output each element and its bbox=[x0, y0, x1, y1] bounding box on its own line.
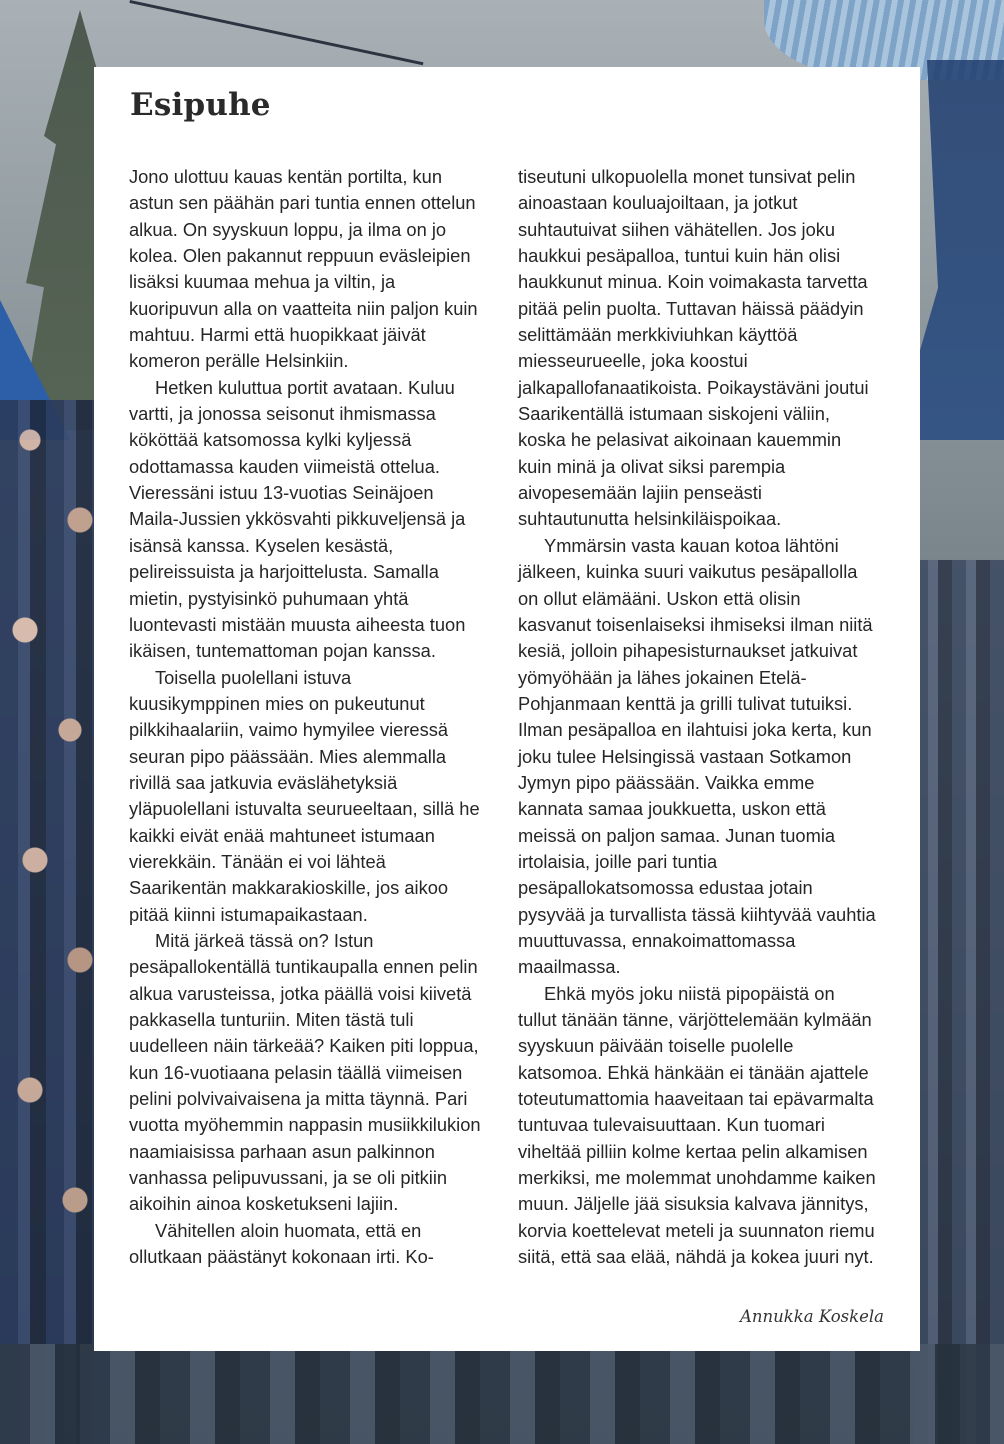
page-title: Esipuhe bbox=[130, 87, 271, 123]
crowd-right bbox=[914, 560, 1004, 1444]
paragraph: Ymmärsin vasta kauan kotoa lähtöni jälkeen, kuinka suuri vaikutus pesäpallolla on ollut elämääni. Uskon että olisin kasvanut toisenlaiseksi ihmiseksi ilman niitä kesiä, jolloin pihapesisturnaukset jatkuivat yömyöhään ja lähes jokainen Etelä-Pohjanmaan kenttä ja grilli tulivat tutuiksi. Ilman pesäpalloa en ilahtuisi joka kerta, kun joku tulee Helsingissä vastaan Sotkamon Jymyn pipo päässään. Vaikka emme kannata samaa joukkuetta, uskon että meissä on paljon samaa. Junan tuomia irtolaisia, joille pari tuntia pesäpallokatsomossa edustaa jotain pysyvää ja turvallista tässä kiihtyvää vauhtia muuttuvassa, ennakoimattomassa maailmassa. bbox=[518, 534, 876, 978]
author-signature: Annukka Koskela bbox=[739, 1307, 884, 1326]
paragraph: Toisella puolellani istuva kuusikymppinen mies on pukeutunut pilkkihaalariin, vaimo hymyilee vieressä seuran pipo päässään. Mies alemmalla rivillä saa jatkuvia eväslähetyksiä yläpuolellani istuvalta seurueeltaan, sillä he kaikki eivät enää mahtuneet istumaan vierekkäin. Tänään ei voi lähteä Saarikentän makkarakioskille, jos aikoo pitää kiinni istumapaikastaan. bbox=[129, 666, 480, 925]
paragraph: Mitä järkeä tässä on? Istun pesäpallokentällä tuntikaupalla ennen pelin alkua varusteissa, jotka päällä voisi kiivetä pakkasella tunturiin. Miten tästä tuli uudelleen näin tärkeää? Kaiken piti loppua, kun 16-vuotiaana pelasin täällä viimeisen pelini polvivaivaisena ja mitta täynnä. Pari vuotta myöhemmin nappasin musiikkilukion naamiaisissa parhaan asun palkinnon vanhassa pelipuvussani, ja se oli pitkiin aikoihin ainoa kosketukseni lajiin. bbox=[129, 929, 481, 1215]
paragraph: tiseutuni ulkopuolella monet tunsivat pelin ainoastaan kouluajoiltaan, ja jotkut suhtautuivat siihen vähätellen. Jos joku haukkui pesäpalloa, tuntui kuin hän olisi haukkunut minua. Koin voimakasta tarvetta pitää pelin puolta. Tuttavan häissä päädyin selittämään merkkiviuhkan käyttöä miesseurueelle, joka koostui jalkapallofanaatikoista. Poikaystäväni joutui Saarikentällä istumaan siskojeni väliin, koska he pelasivat aikoinaan kauemmin kuin minä ja olivat siksi parempia aivopesemään lajiin penseästi suhtautunutta helsinkiläispoikaa. bbox=[518, 166, 869, 530]
text-panel bbox=[94, 67, 920, 1351]
left-column bbox=[129, 164, 487, 1270]
paragraph: Jono ulottuu kauas kentän portilta, kun astun sen päähän pari tuntia ennen ottelun alkua. On syyskuun loppu, ja ilma on jo kolea. Olen pakannut reppuun eväsleipien lisäksi kuumaa mehua ja viltin, ja kuoripuvun alla on vaatteita niin paljon kuin mahtuu. Harmi että huopikkaat jäivät komeron perälle Helsinkiin. bbox=[129, 166, 478, 372]
paragraph: Vähitellen aloin huomata, että en ollutkaan päästänyt kokonaan irti. Ko- bbox=[129, 1219, 434, 1268]
paragraph: Ehkä myös joku niistä pipopäistä on tullut tänään tänne, värjöttelemään kylmään syyskuun päivään toiselle puolelle katsomoa. Ehkä hänkään ei tänään ajattele toteutumattomia haaveitaan tai epävarmalta tuntuvaa tulevaisuuttaan. Kun tuomari viheltää pilliin kolme kertaa pelin alkamisen merkiksi, me molemmat unohdamme kaiken muun. Jäljelle jää sisuksia kalvava jännitys, korvia koettelevat meteli ja suunnaton riemu siitä, että saa elää, nähdä ja kokea juuri nyt. bbox=[518, 982, 876, 1268]
paragraph: Hetken kuluttua portit avataan. Kuluu vartti, ja jonossa seisonut ihmismassa kököttää katsomossa kylki kyljessä odottamassa kauden viimeistä ottelua. Vieressäni istuu 13-vuotias Seinäjoen Maila-Jussien ykkösvahti pikkuveljensä ja isänsä kanssa. Kyselen kesästä, pelireissuista ja harjoittelusta. Samalla mietin, pystyisinkö puhumaan yhtä luontevasti mistään muusta aiheesta tuon ikäisen, tuntemattoman pojan kanssa. bbox=[129, 376, 466, 662]
right-column bbox=[518, 164, 876, 1270]
cable-line bbox=[129, 0, 423, 65]
crowd-bottom bbox=[0, 1344, 1004, 1444]
